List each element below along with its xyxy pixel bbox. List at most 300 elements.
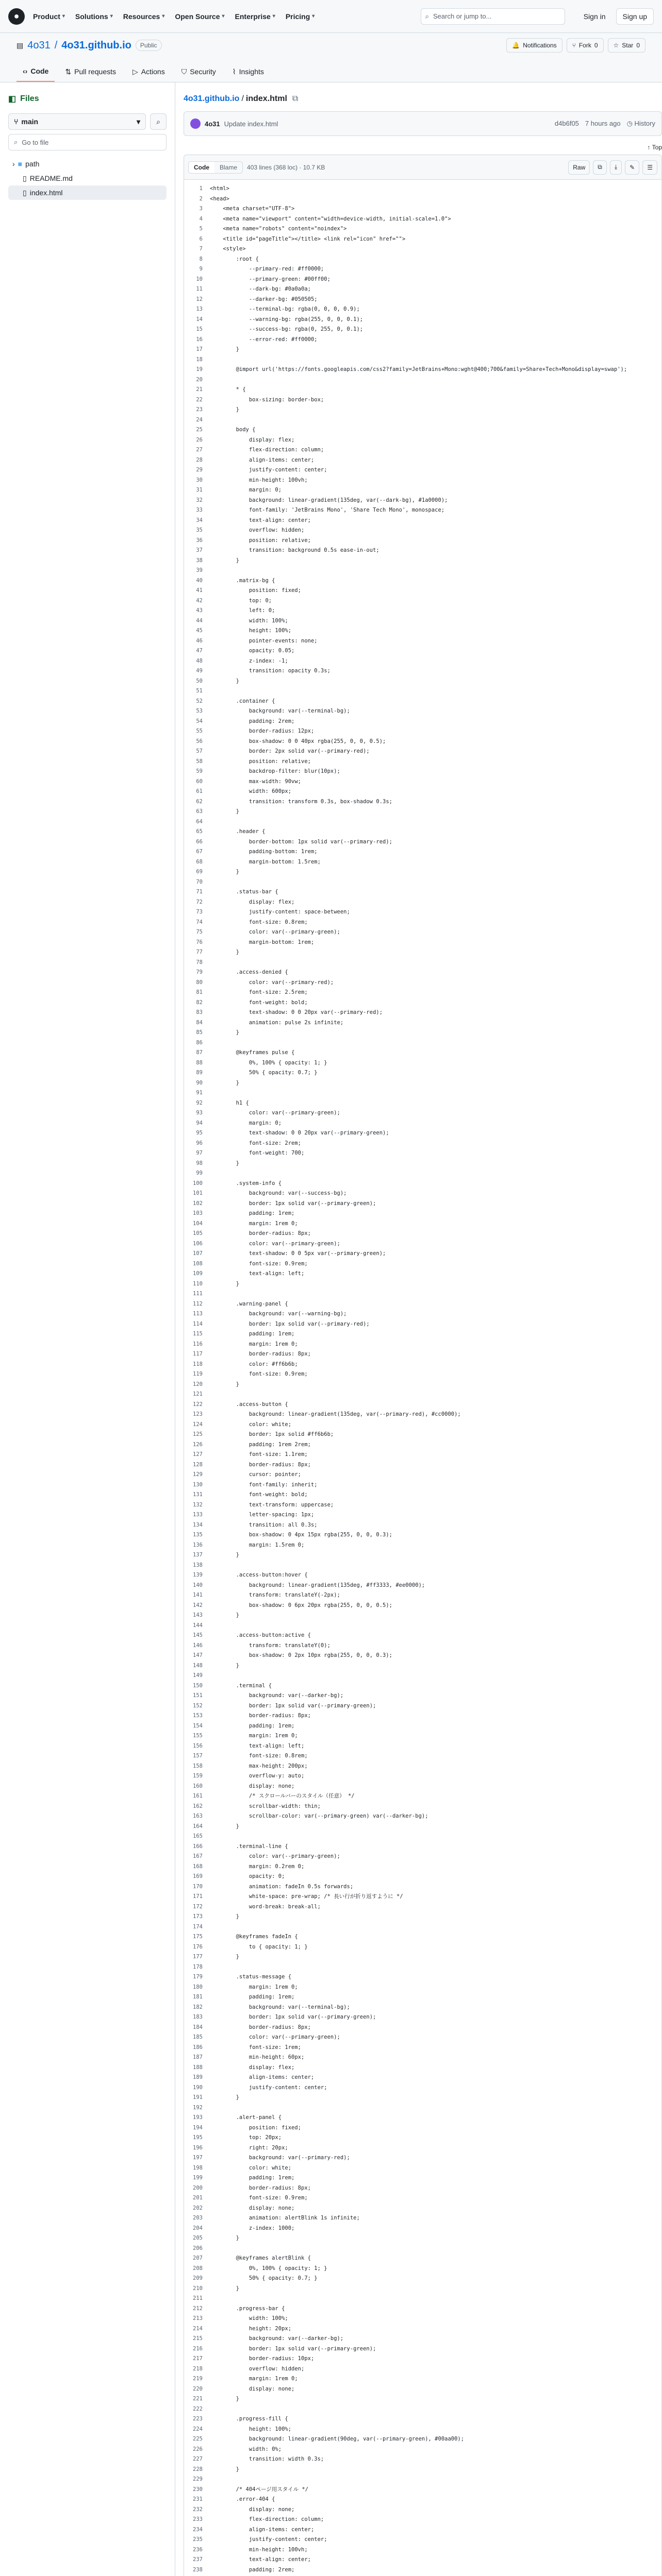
code-line bbox=[184, 194, 661, 205]
line-number[interactable]: 49 bbox=[196, 668, 203, 674]
line-number[interactable]: 38 bbox=[196, 557, 203, 564]
line-number[interactable]: 168 bbox=[193, 1863, 203, 1870]
line-number[interactable]: 237 bbox=[193, 2556, 203, 2563]
line-number[interactable]: 89 bbox=[196, 1070, 203, 1076]
line-number[interactable]: 104 bbox=[193, 1220, 203, 1227]
line-number[interactable]: 60 bbox=[196, 778, 203, 785]
line-number[interactable]: 188 bbox=[193, 2064, 203, 2071]
line-number[interactable]: 34 bbox=[196, 517, 203, 523]
line-number[interactable]: 32 bbox=[196, 497, 203, 503]
notifications-button[interactable] bbox=[506, 38, 562, 53]
line-number[interactable]: 86 bbox=[196, 1039, 203, 1046]
tab-code[interactable] bbox=[16, 61, 55, 82]
line-number[interactable]: 214 bbox=[193, 2325, 203, 2332]
line-number[interactable]: 196 bbox=[193, 2144, 203, 2151]
line-number[interactable]: 173 bbox=[193, 1913, 203, 1920]
line-number[interactable]: 185 bbox=[193, 2034, 203, 2040]
sign-in-link[interactable]: Sign in bbox=[583, 12, 606, 21]
line-number[interactable]: 83 bbox=[196, 1009, 203, 1015]
line-number[interactable]: 226 bbox=[193, 2446, 203, 2452]
line-number[interactable]: 21 bbox=[196, 386, 203, 393]
line-number[interactable]: 79 bbox=[196, 969, 203, 975]
line-number[interactable]: 137 bbox=[193, 1552, 203, 1558]
line-number[interactable]: 228 bbox=[193, 2466, 203, 2472]
line-number[interactable]: 52 bbox=[196, 698, 203, 704]
tab-security[interactable] bbox=[175, 61, 222, 82]
line-number[interactable]: 231 bbox=[193, 2496, 203, 2502]
tree-item-path[interactable] bbox=[8, 157, 167, 171]
line-content: background: var(--warning-bg); bbox=[210, 1311, 347, 1317]
line-number[interactable]: 33 bbox=[196, 507, 203, 513]
line-content: @import url('https://fonts.googleapis.com/css2?family=JetBrains+Mono:wght@400;700&family=Share+Tech+Mono&display=swap'); bbox=[210, 366, 627, 372]
line-number[interactable]: 22 bbox=[196, 396, 203, 403]
line-number[interactable]: 56 bbox=[196, 738, 203, 744]
line-number[interactable]: 87 bbox=[196, 1049, 203, 1056]
line-number[interactable]: 30 bbox=[196, 477, 203, 483]
line-content: box-shadow: 0 4px 15px rgba(255, 0, 0, 0.3); bbox=[210, 1532, 393, 1538]
line-number[interactable]: 179 bbox=[193, 1974, 203, 1980]
line-number[interactable]: 190 bbox=[193, 2084, 203, 2091]
line-number[interactable]: 216 bbox=[193, 2345, 203, 2352]
line-number[interactable]: 48 bbox=[196, 657, 203, 664]
code-line bbox=[184, 1159, 661, 1169]
line-number[interactable]: 29 bbox=[196, 467, 203, 473]
line-number[interactable]: 54 bbox=[196, 718, 203, 724]
repo-name-link[interactable]: 4o31.github.io bbox=[61, 39, 131, 51]
line-number[interactable]: 23 bbox=[196, 406, 203, 413]
line-number[interactable]: 227 bbox=[193, 2456, 203, 2462]
line-number[interactable]: 61 bbox=[196, 788, 203, 794]
line-number[interactable]: 115 bbox=[193, 1331, 203, 1337]
line-number[interactable]: 197 bbox=[193, 2155, 203, 2161]
line-number[interactable]: 110 bbox=[193, 1280, 203, 1287]
line-number[interactable]: 121 bbox=[193, 1391, 203, 1397]
line-number[interactable]: 107 bbox=[193, 1250, 203, 1257]
line-number[interactable]: 16 bbox=[196, 336, 203, 343]
line-number[interactable]: 181 bbox=[193, 1994, 203, 2000]
line-number[interactable]: 206 bbox=[193, 2245, 203, 2251]
line-number[interactable]: 65 bbox=[196, 828, 203, 835]
sidebar-collapse-icon[interactable]: ◧ bbox=[8, 95, 16, 104]
avatar[interactable] bbox=[190, 118, 201, 129]
go-to-file-input[interactable] bbox=[8, 134, 167, 150]
line-number[interactable]: 189 bbox=[193, 2074, 203, 2080]
line-number[interactable]: 98 bbox=[196, 1160, 203, 1166]
line-number[interactable]: 25 bbox=[196, 427, 203, 433]
line-number[interactable]: 128 bbox=[193, 1461, 203, 1468]
line-number[interactable]: 69 bbox=[196, 869, 203, 875]
line-number[interactable]: 120 bbox=[193, 1381, 203, 1387]
line-number[interactable]: 204 bbox=[193, 2225, 203, 2231]
tab-actions[interactable] bbox=[126, 61, 171, 82]
github-logo-icon[interactable]: ● bbox=[8, 8, 25, 25]
line-number[interactable]: 58 bbox=[196, 758, 203, 765]
line-number[interactable]: 171 bbox=[193, 1893, 203, 1900]
line-number[interactable]: 218 bbox=[193, 2365, 203, 2372]
line-number[interactable]: 117 bbox=[193, 1351, 203, 1357]
line-number[interactable]: 27 bbox=[196, 447, 203, 453]
history-link[interactable] bbox=[627, 120, 655, 128]
line-number[interactable]: 7 bbox=[199, 246, 203, 252]
line-number[interactable]: 160 bbox=[193, 1783, 203, 1789]
line-number[interactable]: 156 bbox=[193, 1742, 203, 1749]
line-number[interactable]: 12 bbox=[196, 296, 203, 302]
line-number[interactable]: 126 bbox=[193, 1441, 203, 1448]
line-number[interactable]: 174 bbox=[193, 1923, 203, 1930]
line-number[interactable]: 113 bbox=[193, 1311, 203, 1317]
line-number[interactable]: 4 bbox=[199, 215, 203, 222]
nav-enterprise[interactable]: Enterprise ▾ bbox=[235, 12, 275, 21]
line-number[interactable]: 43 bbox=[196, 607, 203, 614]
line-number[interactable]: 76 bbox=[196, 939, 203, 945]
line-number[interactable]: 169 bbox=[193, 1873, 203, 1879]
line-number[interactable]: 154 bbox=[193, 1722, 203, 1729]
line-number[interactable]: 170 bbox=[193, 1883, 203, 1890]
line-number[interactable]: 3 bbox=[199, 206, 203, 212]
line-number[interactable]: 5 bbox=[199, 226, 203, 232]
line-number[interactable]: 200 bbox=[193, 2184, 203, 2191]
line-number[interactable]: 178 bbox=[193, 1963, 203, 1970]
line-number[interactable]: 55 bbox=[196, 728, 203, 734]
line-number[interactable]: 108 bbox=[193, 1260, 203, 1267]
line-number[interactable]: 166 bbox=[193, 1843, 203, 1850]
line-number[interactable]: 132 bbox=[193, 1501, 203, 1508]
line-number[interactable]: 40 bbox=[196, 577, 203, 584]
line-number[interactable]: 81 bbox=[196, 989, 203, 995]
line-number[interactable]: 62 bbox=[196, 798, 203, 805]
nav-product[interactable]: Product ▾ bbox=[33, 12, 65, 21]
line-number[interactable]: 202 bbox=[193, 2205, 203, 2211]
line-number[interactable]: 139 bbox=[193, 1572, 203, 1578]
line-number[interactable]: 63 bbox=[196, 808, 203, 815]
line-number[interactable]: 224 bbox=[193, 2426, 203, 2432]
line-number[interactable]: 125 bbox=[193, 1431, 203, 1437]
line-number[interactable]: 193 bbox=[193, 2114, 203, 2121]
line-number[interactable]: 191 bbox=[193, 2094, 203, 2100]
line-number[interactable]: 119 bbox=[193, 1371, 203, 1377]
tree-item-index-html[interactable] bbox=[8, 185, 167, 200]
line-number[interactable]: 159 bbox=[193, 1773, 203, 1779]
line-number[interactable]: 11 bbox=[196, 286, 203, 292]
line-number[interactable]: 105 bbox=[193, 1230, 203, 1236]
tab-pull-requests[interactable] bbox=[59, 61, 122, 82]
line-number[interactable]: 70 bbox=[196, 878, 203, 885]
line-number[interactable]: 212 bbox=[193, 2305, 203, 2312]
line-number[interactable]: 232 bbox=[193, 2506, 203, 2513]
line-number[interactable]: 42 bbox=[196, 597, 203, 604]
line-number[interactable]: 106 bbox=[193, 1240, 203, 1247]
line-number[interactable]: 176 bbox=[193, 1943, 203, 1950]
line-number[interactable]: 220 bbox=[193, 2385, 203, 2392]
line-number[interactable]: 155 bbox=[193, 1733, 203, 1739]
code-view-button[interactable]: Code bbox=[189, 162, 214, 173]
line-number[interactable]: 35 bbox=[196, 527, 203, 533]
line-number[interactable]: 215 bbox=[193, 2335, 203, 2342]
line-content: opacity: 0.05; bbox=[210, 648, 295, 654]
line-number[interactable]: 50 bbox=[196, 677, 203, 684]
top-link[interactable] bbox=[184, 140, 662, 155]
line-number[interactable]: 112 bbox=[193, 1300, 203, 1307]
line-number[interactable]: 195 bbox=[193, 2134, 203, 2141]
line-number[interactable]: 230 bbox=[193, 2486, 203, 2493]
nav-open-source[interactable]: Open Source ▾ bbox=[175, 12, 224, 21]
line-number[interactable]: 217 bbox=[193, 2355, 203, 2362]
line-content: } bbox=[210, 1381, 239, 1387]
line-number[interactable]: 57 bbox=[196, 748, 203, 754]
line-number[interactable]: 39 bbox=[196, 567, 203, 573]
line-number[interactable]: 151 bbox=[193, 1692, 203, 1699]
line-number[interactable]: 192 bbox=[193, 2104, 203, 2111]
edit-icon[interactable]: ✎ bbox=[625, 160, 639, 175]
line-number[interactable]: 138 bbox=[193, 1562, 203, 1568]
line-number[interactable]: 153 bbox=[193, 1713, 203, 1719]
line-number[interactable]: 234 bbox=[193, 2526, 203, 2533]
search-input[interactable] bbox=[421, 8, 565, 25]
line-number[interactable]: 129 bbox=[193, 1471, 203, 1478]
line-number[interactable]: 109 bbox=[193, 1270, 203, 1277]
line-number[interactable]: 75 bbox=[196, 929, 203, 935]
line-number[interactable]: 233 bbox=[193, 2516, 203, 2522]
code-line bbox=[184, 1952, 661, 1962]
line-number[interactable]: 41 bbox=[196, 587, 203, 594]
line-number[interactable]: 2 bbox=[199, 195, 203, 202]
line-number[interactable]: 31 bbox=[196, 487, 203, 493]
line-number[interactable]: 95 bbox=[196, 1130, 203, 1136]
line-number[interactable]: 44 bbox=[196, 617, 203, 624]
line-number[interactable]: 143 bbox=[193, 1612, 203, 1618]
code-line bbox=[184, 485, 661, 496]
line-number[interactable]: 99 bbox=[196, 1170, 203, 1176]
line-number[interactable]: 97 bbox=[196, 1150, 203, 1156]
line-number[interactable]: 47 bbox=[196, 648, 203, 654]
line-number[interactable]: 141 bbox=[193, 1592, 203, 1598]
line-number[interactable]: 6 bbox=[199, 235, 203, 242]
line-number[interactable]: 88 bbox=[196, 1059, 203, 1066]
line-number[interactable]: 223 bbox=[193, 2416, 203, 2422]
line-number[interactable]: 80 bbox=[196, 979, 203, 986]
line-number[interactable]: 91 bbox=[196, 1090, 203, 1096]
line-number[interactable]: 211 bbox=[193, 2295, 203, 2301]
line-number[interactable]: 130 bbox=[193, 1481, 203, 1488]
search-files-button[interactable] bbox=[150, 113, 167, 130]
line-number[interactable]: 225 bbox=[193, 2436, 203, 2442]
download-icon[interactable]: ⤓ bbox=[610, 160, 622, 175]
line-number[interactable]: 186 bbox=[193, 2044, 203, 2050]
line-number[interactable]: 207 bbox=[193, 2255, 203, 2261]
line-number[interactable]: 116 bbox=[193, 1341, 203, 1347]
line-number[interactable]: 147 bbox=[193, 1652, 203, 1658]
line-number[interactable]: 1 bbox=[199, 185, 203, 192]
line-number[interactable]: 149 bbox=[193, 1672, 203, 1679]
line-number[interactable]: 163 bbox=[193, 1813, 203, 1819]
line-number[interactable]: 28 bbox=[196, 456, 203, 463]
line-number[interactable]: 26 bbox=[196, 436, 203, 443]
line-number[interactable]: 236 bbox=[193, 2546, 203, 2553]
line-number[interactable]: 77 bbox=[196, 949, 203, 955]
line-number[interactable]: 194 bbox=[193, 2124, 203, 2131]
code-line bbox=[184, 2425, 661, 2435]
line-number[interactable]: 157 bbox=[193, 1753, 203, 1759]
line-number[interactable]: 85 bbox=[196, 1029, 203, 1036]
line-number[interactable]: 123 bbox=[193, 1411, 203, 1417]
line-number[interactable]: 142 bbox=[193, 1602, 203, 1608]
line-number[interactable]: 205 bbox=[193, 2235, 203, 2241]
line-number[interactable]: 45 bbox=[196, 628, 203, 634]
line-content: background: var(--darker-bg); bbox=[210, 2335, 344, 2342]
line-number[interactable]: 201 bbox=[193, 2195, 203, 2201]
line-number[interactable]: 184 bbox=[193, 2024, 203, 2030]
line-number[interactable]: 164 bbox=[193, 1823, 203, 1829]
line-number[interactable]: 175 bbox=[193, 1934, 203, 1940]
line-number[interactable]: 94 bbox=[196, 1120, 203, 1126]
line-number[interactable]: 37 bbox=[196, 547, 203, 553]
line-number[interactable]: 235 bbox=[193, 2536, 203, 2543]
line-number[interactable]: 172 bbox=[193, 1903, 203, 1910]
breadcrumb-repo-link[interactable]: 4o31.github.io bbox=[184, 94, 240, 103]
line-number[interactable]: 146 bbox=[193, 1642, 203, 1649]
code-line bbox=[184, 2264, 661, 2274]
line-number[interactable]: 103 bbox=[193, 1210, 203, 1216]
code-line bbox=[184, 365, 661, 375]
line-number[interactable]: 182 bbox=[193, 2004, 203, 2010]
commit-author[interactable]: 4o31 bbox=[205, 120, 220, 128]
line-number[interactable]: 145 bbox=[193, 1632, 203, 1638]
line-number[interactable]: 71 bbox=[196, 889, 203, 895]
more-icon[interactable]: ☰ bbox=[642, 160, 657, 175]
line-number[interactable]: 221 bbox=[193, 2396, 203, 2402]
line-number[interactable]: 66 bbox=[196, 838, 203, 845]
line-number[interactable]: 162 bbox=[193, 1803, 203, 1809]
line-number[interactable]: 208 bbox=[193, 2265, 203, 2272]
line-number[interactable]: 158 bbox=[193, 1762, 203, 1769]
code-line bbox=[184, 1902, 661, 1912]
repo-owner-link[interactable]: 4o31 bbox=[27, 39, 51, 51]
line-number[interactable]: 148 bbox=[193, 1662, 203, 1669]
star-button[interactable] bbox=[608, 38, 646, 53]
line-number[interactable]: 102 bbox=[193, 1200, 203, 1207]
line-number[interactable]: 140 bbox=[193, 1582, 203, 1588]
nav-resources[interactable]: Resources ▾ bbox=[123, 12, 165, 21]
tab-insights[interactable] bbox=[226, 61, 270, 82]
line-number[interactable]: 24 bbox=[196, 416, 203, 423]
line-number[interactable]: 101 bbox=[193, 1190, 203, 1196]
sign-up-button[interactable]: Sign up bbox=[616, 8, 654, 25]
line-number[interactable]: 131 bbox=[193, 1492, 203, 1498]
code-line bbox=[184, 1721, 661, 1732]
line-number[interactable]: 180 bbox=[193, 1984, 203, 1990]
line-number[interactable]: 17 bbox=[196, 346, 203, 352]
line-number[interactable]: 100 bbox=[193, 1180, 203, 1187]
line-number[interactable]: 15 bbox=[196, 326, 203, 332]
line-number[interactable]: 18 bbox=[196, 356, 203, 363]
line-number[interactable]: 78 bbox=[196, 959, 203, 965]
line-number[interactable]: 74 bbox=[196, 919, 203, 925]
copy-icon[interactable]: ⧉ bbox=[292, 94, 299, 103]
line-number[interactable]: 136 bbox=[193, 1541, 203, 1548]
line-number[interactable]: 93 bbox=[196, 1110, 203, 1116]
line-number[interactable]: 165 bbox=[193, 1833, 203, 1839]
line-number[interactable]: 19 bbox=[196, 366, 203, 372]
line-number[interactable]: 203 bbox=[193, 2215, 203, 2221]
code-line bbox=[184, 1581, 661, 1591]
line-number[interactable]: 13 bbox=[196, 306, 203, 312]
line-number[interactable]: 124 bbox=[193, 1421, 203, 1428]
line-number[interactable]: 53 bbox=[196, 708, 203, 714]
line-number[interactable]: 183 bbox=[193, 2014, 203, 2020]
line-number[interactable]: 111 bbox=[193, 1291, 203, 1297]
line-number[interactable]: 210 bbox=[193, 2285, 203, 2292]
line-number[interactable]: 36 bbox=[196, 537, 203, 544]
line-number[interactable]: 152 bbox=[193, 1702, 203, 1709]
line-number[interactable]: 90 bbox=[196, 1079, 203, 1086]
line-number[interactable]: 187 bbox=[193, 2054, 203, 2060]
line-number[interactable]: 84 bbox=[196, 1019, 203, 1026]
line-number[interactable]: 8 bbox=[199, 256, 203, 262]
tree-item-readme[interactable] bbox=[8, 171, 167, 185]
line-number[interactable]: 67 bbox=[196, 849, 203, 855]
line-number[interactable]: 114 bbox=[193, 1320, 203, 1327]
line-number[interactable]: 127 bbox=[193, 1451, 203, 1458]
line-number[interactable]: 68 bbox=[196, 858, 203, 865]
line-number[interactable]: 199 bbox=[193, 2175, 203, 2181]
line-content: 50% { opacity: 0.7; } bbox=[210, 2275, 318, 2281]
line-number[interactable]: 133 bbox=[193, 1512, 203, 1518]
line-number[interactable]: 209 bbox=[193, 2275, 203, 2281]
line-number[interactable]: 122 bbox=[193, 1401, 203, 1408]
line-content: @keyframes fadeIn { bbox=[210, 1934, 298, 1940]
line-number[interactable]: 14 bbox=[196, 316, 203, 323]
line-number[interactable]: 229 bbox=[193, 2476, 203, 2482]
line-number[interactable]: 150 bbox=[193, 1682, 203, 1689]
line-number[interactable]: 134 bbox=[193, 1521, 203, 1528]
line-number[interactable]: 161 bbox=[193, 1793, 203, 1799]
line-number[interactable]: 64 bbox=[196, 818, 203, 825]
raw-button[interactable]: Raw bbox=[568, 160, 590, 175]
line-number[interactable]: 59 bbox=[196, 768, 203, 774]
line-number[interactable]: 51 bbox=[196, 688, 203, 694]
line-number[interactable]: 213 bbox=[193, 2315, 203, 2321]
line-number[interactable]: 219 bbox=[193, 2376, 203, 2382]
line-number[interactable]: 238 bbox=[193, 2566, 203, 2573]
commit-hash[interactable]: d4b6f05 bbox=[554, 120, 579, 127]
nav-pricing[interactable]: Pricing ▾ bbox=[286, 12, 315, 21]
line-content: transition: width 0.3s; bbox=[210, 2456, 324, 2462]
fork-button[interactable] bbox=[567, 38, 604, 53]
line-number[interactable]: 135 bbox=[193, 1532, 203, 1538]
line-number[interactable]: 198 bbox=[193, 2164, 203, 2171]
nav-solutions[interactable]: Solutions ▾ bbox=[75, 12, 113, 21]
line-number[interactable]: 20 bbox=[196, 376, 203, 383]
line-number[interactable]: 73 bbox=[196, 909, 203, 915]
line-number[interactable]: 10 bbox=[196, 276, 203, 282]
line-content: font-size: 0.9rem; bbox=[210, 1260, 308, 1267]
line-number[interactable]: 167 bbox=[193, 1853, 203, 1859]
line-number[interactable]: 9 bbox=[199, 266, 203, 272]
line-number[interactable]: 92 bbox=[196, 1099, 203, 1106]
line-number[interactable]: 144 bbox=[193, 1622, 203, 1629]
line-number[interactable]: 118 bbox=[193, 1361, 203, 1367]
line-number[interactable]: 82 bbox=[196, 999, 203, 1006]
blame-view-button[interactable]: Blame bbox=[214, 162, 242, 173]
line-number[interactable]: 72 bbox=[196, 899, 203, 905]
line-number[interactable]: 96 bbox=[196, 1140, 203, 1146]
line-number[interactable]: 222 bbox=[193, 2405, 203, 2412]
copy-raw-icon[interactable]: ⧉ bbox=[593, 160, 607, 175]
line-number[interactable]: 46 bbox=[196, 637, 203, 644]
commit-message[interactable]: Update index.html bbox=[224, 120, 278, 128]
line-number[interactable]: 177 bbox=[193, 1954, 203, 1960]
branch-selector[interactable] bbox=[8, 113, 146, 130]
